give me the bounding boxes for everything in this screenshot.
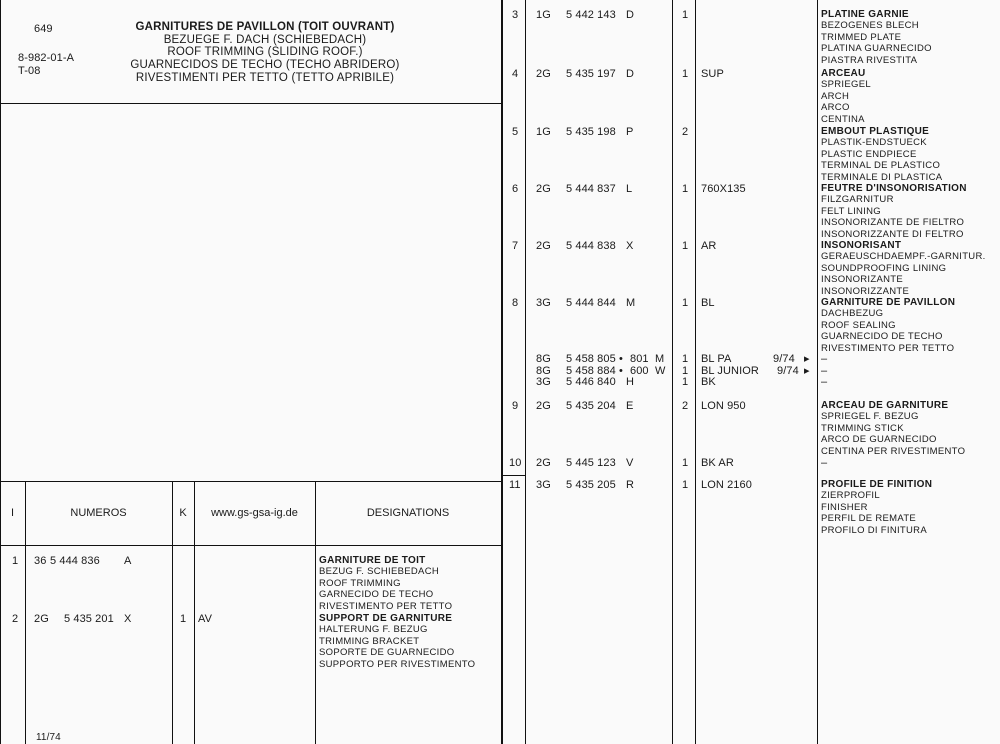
part-number: 5 458 884 xyxy=(566,365,616,377)
spec: AR xyxy=(701,240,717,252)
divider xyxy=(0,481,502,482)
arrow-icon: ▸ xyxy=(804,353,810,365)
quantity: 1 xyxy=(682,353,689,365)
part-prefix: 8G xyxy=(536,353,551,365)
designation-list xyxy=(319,555,452,612)
designation: TERMINALE DI PLASTICA xyxy=(821,171,943,183)
designation: PLASTIC ENDPIECE xyxy=(821,148,917,160)
designation: DACHBEZUG xyxy=(821,308,884,320)
designation: GUARNECIDO DE TECHO xyxy=(821,331,943,343)
designation: PROFILO DI FINITURA xyxy=(821,524,927,536)
row-index: 7 xyxy=(512,240,519,252)
col-designations-header: DESIGNATIONS xyxy=(366,507,450,519)
part-letter: D xyxy=(626,9,635,21)
designation-primary: GARNITURE DE TOIT xyxy=(319,555,426,566)
designation: PLATINA GUARNECIDO xyxy=(821,43,932,55)
spec: BL PA xyxy=(701,353,732,365)
spec: BL JUNIOR xyxy=(701,365,759,377)
part-number: 5 446 840 xyxy=(566,376,616,388)
designation: CENTINA PER RIVESTIMENTO xyxy=(821,445,966,457)
designation: SOUNDPROOFING LINING xyxy=(821,262,947,274)
designation: SUPPORTO PER RIVESTIMENTO xyxy=(319,658,476,670)
part-prefix: 3G xyxy=(536,376,551,388)
designation-primary: SUPPORT DE GARNITURE xyxy=(319,613,453,624)
designation: SPRIEGEL xyxy=(821,79,871,91)
designation: INSONORIZZANTE xyxy=(821,285,910,297)
designation-primary: GARNITURE DE PAVILLON xyxy=(821,297,956,308)
dash: – xyxy=(821,365,828,377)
part-number: 5 435 198 xyxy=(566,126,616,138)
part-number: 5 444 844 xyxy=(566,297,616,309)
date: 9/74 xyxy=(773,353,795,365)
quantity: 1 xyxy=(682,9,689,21)
divider xyxy=(501,0,503,744)
quantity: 1 xyxy=(682,376,689,388)
part-letter: R xyxy=(626,479,635,491)
part-letter: P xyxy=(626,126,634,138)
part-prefix: 1G xyxy=(536,9,551,21)
page-number: 649 xyxy=(34,23,53,35)
row-index: 4 xyxy=(512,68,519,80)
designation-list xyxy=(821,126,942,183)
part-prefix: 2G xyxy=(536,457,551,469)
quantity: 2 xyxy=(682,400,689,412)
divider xyxy=(817,0,818,744)
divider xyxy=(0,545,502,546)
designation-list xyxy=(821,400,965,457)
dash: – xyxy=(821,457,828,469)
quantity: 1 xyxy=(682,183,689,195)
quantity: 1 xyxy=(682,479,689,491)
divider xyxy=(695,0,696,744)
part-letter: E xyxy=(626,400,634,412)
designation-list xyxy=(821,297,955,354)
title-block xyxy=(130,21,400,85)
col-numeros-header: NUMEROS xyxy=(70,507,127,519)
designation: BEZOGENES BLECH xyxy=(821,20,919,32)
col-index-header: I xyxy=(10,507,15,519)
date: 9/74 xyxy=(777,365,799,377)
designation-primary: PLATINE GARNIE xyxy=(821,9,909,20)
designation-primary: ARCEAU DE GARNITURE xyxy=(821,400,949,411)
designation: ROOF TRIMMING xyxy=(319,577,401,589)
designation-primary: FEUTRE D'INSONORISATION xyxy=(821,183,967,194)
quantity: 1 xyxy=(682,68,689,80)
divider xyxy=(0,0,1,744)
row-index: 9 xyxy=(512,400,519,412)
designation: ROOF SEALING xyxy=(821,319,896,331)
quantity: 1 xyxy=(682,297,689,309)
dash: – xyxy=(821,376,828,388)
designation: TRIMMED PLATE xyxy=(821,31,902,43)
part-suffix: 801 xyxy=(630,353,649,365)
spec: AV xyxy=(198,613,213,625)
designation: TRIMMING BRACKET xyxy=(319,635,420,647)
part-letter: W xyxy=(655,365,666,377)
spec: LON 2160 xyxy=(701,479,752,491)
part-number: 5 435 204 xyxy=(566,400,616,412)
designation-list xyxy=(821,479,932,536)
spec: LON 950 xyxy=(701,400,746,412)
part-letter: V xyxy=(626,457,634,469)
designation: PERFIL DE REMATE xyxy=(821,513,917,525)
bullet-dot: • xyxy=(619,353,623,365)
part-prefix: 3G xyxy=(536,479,551,491)
quantity: 2 xyxy=(682,126,689,138)
part-number: 5 458 805 xyxy=(566,353,616,365)
divider xyxy=(672,0,673,744)
designation: PIASTRA RIVESTITA xyxy=(821,54,918,66)
part-number: 5 445 123 xyxy=(566,457,616,469)
part-suffix: 600 xyxy=(630,365,649,377)
spec: SUP xyxy=(701,68,724,80)
part-number: 5 444 837 xyxy=(566,183,616,195)
part-letter: D xyxy=(626,68,635,80)
designation: ARCO xyxy=(821,102,850,114)
spec: 760X135 xyxy=(701,183,746,195)
designation: INSONORIZANTE xyxy=(821,274,904,286)
spec: BL xyxy=(701,297,715,309)
designation: ARCH xyxy=(821,90,850,102)
divider xyxy=(194,481,195,744)
part-letter: M xyxy=(655,353,665,365)
row-index: 8 xyxy=(512,297,519,309)
part-prefix: 2G xyxy=(536,68,551,80)
part-number: 5 444 838 xyxy=(566,240,616,252)
row-index: 6 xyxy=(512,183,519,195)
quantity: 1 xyxy=(180,613,187,625)
part-prefix: 2G xyxy=(34,613,49,625)
part-number: 5 444 836 xyxy=(50,555,100,567)
part-prefix: 1G xyxy=(536,126,551,138)
title-line: BEZUEGE F. DACH (SCHIEBEDACH) xyxy=(163,33,367,46)
row-index: 5 xyxy=(512,126,519,138)
divider xyxy=(525,0,526,744)
part-letter: H xyxy=(626,376,635,388)
designation-primary: ARCEAU xyxy=(821,68,866,79)
divider xyxy=(25,481,26,744)
part-prefix: 2G xyxy=(536,240,551,252)
designation: BEZUG F. SCHIEBEDACH xyxy=(319,566,440,578)
website-link[interactable]: www.gs-gsa-ig.de xyxy=(211,507,298,519)
spec: BK AR xyxy=(701,457,734,469)
part-number: 5 435 201 xyxy=(64,613,114,625)
designation: RIVESTIMENTO PER TETTO xyxy=(821,342,955,354)
designation: INSONORIZANTE DE FIELTRO xyxy=(821,217,965,229)
part-prefix: 36 xyxy=(34,555,47,567)
divider xyxy=(172,481,173,744)
row-index: 2 xyxy=(12,613,19,625)
designation: INSONORIZZANTE DI FELTRO xyxy=(821,228,964,240)
designation: SPRIEGEL F. BEZUG xyxy=(821,411,919,423)
designation: ZIERPROFIL xyxy=(821,490,880,502)
designation: SOPORTE DE GUARNECIDO xyxy=(319,647,455,659)
designation: RIVESTIMENTO PER TETTO xyxy=(319,600,453,612)
part-prefix: 2G xyxy=(536,400,551,412)
part-prefix: 8G xyxy=(536,365,551,377)
designation: GERAEUSCHDAEMPF.-GARNITUR. xyxy=(821,251,986,263)
designation: GARNECIDO DE TECHO xyxy=(319,589,434,601)
title-line: GARNITURES DE PAVILLON (TOIT OUVRANT) xyxy=(135,21,395,33)
part-prefix: 3G xyxy=(536,297,551,309)
part-letter: M xyxy=(626,297,636,309)
divider xyxy=(502,475,525,476)
designation-list xyxy=(319,613,475,670)
designation-list xyxy=(821,240,986,297)
footer-date: 11/74 xyxy=(36,732,61,743)
designation-primary: EMBOUT PLASTIQUE xyxy=(821,126,930,137)
row-index: 11 xyxy=(509,479,521,491)
part-number: 5 442 143 xyxy=(566,9,616,21)
group-code: T-08 xyxy=(18,65,41,77)
part-number: 5 435 205 xyxy=(566,479,616,491)
divider xyxy=(315,481,316,744)
row-index: 1 xyxy=(12,555,19,567)
designation-list xyxy=(821,9,932,66)
ref-code: 8-982-01-A xyxy=(18,52,75,64)
col-k-header: K xyxy=(179,507,187,519)
quantity: 1 xyxy=(682,365,689,377)
designation: FILZGARNITUR xyxy=(821,194,894,206)
spec: BK xyxy=(701,376,716,388)
part-prefix: 2G xyxy=(536,183,551,195)
part-letter: X xyxy=(626,240,634,252)
designation: FELT LINING xyxy=(821,205,881,217)
designation-primary: INSONORISANT xyxy=(821,240,902,251)
part-number: 5 435 197 xyxy=(566,68,616,80)
designation: PLASTIK-ENDSTUECK xyxy=(821,137,927,149)
quantity: 1 xyxy=(682,457,689,469)
designation: FINISHER xyxy=(821,501,868,513)
designation-list xyxy=(821,68,871,125)
designation: CENTINA xyxy=(821,113,865,125)
title-line: GUARNECIDOS DE TECHO (TECHO ABRIDERO) xyxy=(130,59,400,72)
designation: TRIMMING STICK xyxy=(821,422,904,434)
designation: TERMINAL DE PLASTICO xyxy=(821,160,941,172)
designation: HALTERUNG F. BEZUG xyxy=(319,624,428,636)
title-line: ROOF TRIMMING (SLIDING ROOF.) xyxy=(167,46,363,59)
dash: – xyxy=(821,353,828,365)
part-letter: A xyxy=(124,555,132,567)
title-line: RIVESTIMENTI PER TETTO (TETTO APRIBILE) xyxy=(135,71,395,84)
bullet-dot: • xyxy=(619,365,623,377)
part-letter: L xyxy=(626,183,633,195)
designation-list xyxy=(821,183,967,240)
arrow-icon: ▸ xyxy=(804,365,810,377)
designation: ARCO DE GUARNECIDO xyxy=(821,434,937,446)
part-letter: X xyxy=(124,613,132,625)
row-index: 3 xyxy=(512,9,519,21)
divider xyxy=(0,103,502,104)
designation-primary: PROFILE DE FINITION xyxy=(821,479,933,490)
row-index: 10 xyxy=(509,457,522,469)
quantity: 1 xyxy=(682,240,689,252)
